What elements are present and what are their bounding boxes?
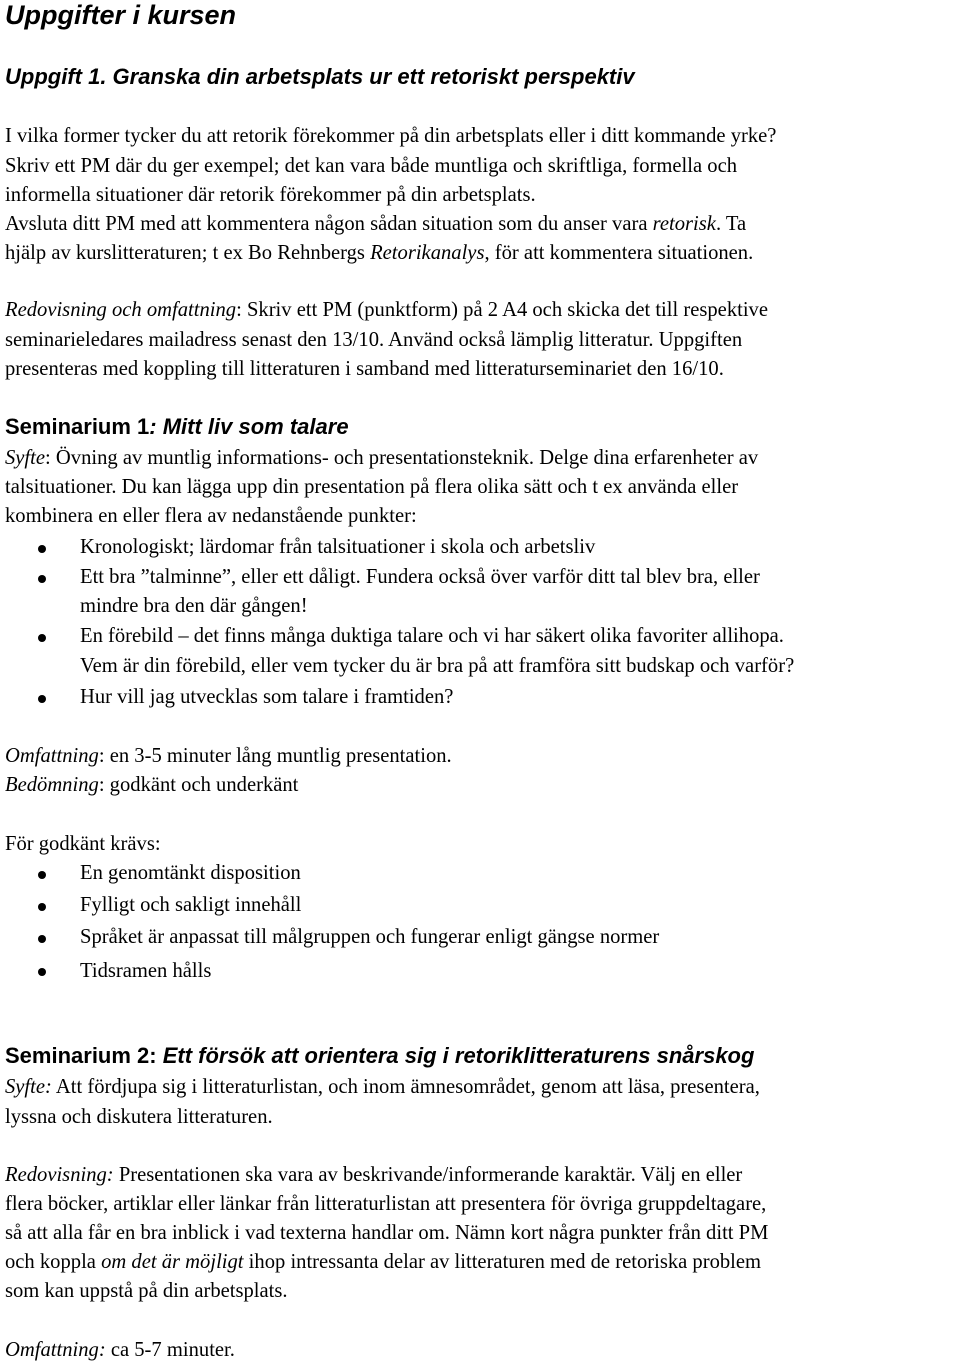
seminar2-report-line-4: och koppla om det är möjligt ihop intressanta delar av litteraturen med de retoriska problem [5,1251,762,1273]
bullet-icon [38,695,46,703]
seminar1-pass-item-3: Språket är anpassat till målgruppen och fungerar enligt gängse normer [80,926,660,948]
task1-report-line-3: presenteras med koppling till litteraturen i samband med litteraturseminariet den 16/10. [5,358,724,380]
page-title: Uppgifter i kursen [5,0,237,30]
seminar1-bullet-2: Ett bra ”talminne”, eller ett dåligt. Fundera också över varför ditt tal blev bra, eller [80,566,760,588]
bullet-icon [38,903,46,911]
bullet-icon [38,935,46,943]
seminar2-purpose-line-1: Syfte: Att fördjupa sig i litteraturlistan, och inom ämnesområdet, genom att läsa, presentera, [5,1076,760,1098]
seminar1-bullet-4: Hur vill jag utvecklas som talare i framtiden? [80,686,454,708]
seminar2-report-line-2: flera böcker, artiklar eller länkar från litteraturlistan att presentera för övriga gruppdeltagare, [5,1193,767,1215]
bullet-icon [38,545,46,553]
seminar1-heading: Seminarium 1: Mitt liv som talare [5,414,349,439]
seminar1-scope: Omfattning: en 3-5 minuter lång muntlig presentation. [5,745,452,767]
task1-line-1: I vilka former tycker du att retorik förekommer på din arbetsplats eller i ditt kommande yrke? [5,125,777,147]
seminar2-heading: Seminarium 2: Ett försök att orientera sig i retoriklitteraturens snårskog [5,1043,755,1068]
seminar1-grading: Bedömning: godkänt och underkänt [5,774,299,796]
seminar1-bullet-3-cont: Vem är din förebild, eller vem tycker du är bra på att framföra sitt budskap och varför? [80,655,795,677]
task1-line-4: Avsluta ditt PM med att kommentera någon sådan situation som du anser vara retorisk. Ta [5,213,747,235]
seminar1-bullet-1: Kronologiskt; lärdomar från talsituationer i skola och arbetsliv [80,536,596,558]
task1-line-5: hjälp av kurslitteraturen; t ex Bo Rehnbergs Retorikanalys, för att kommentera situationen. [5,242,754,264]
seminar2-report-line-5: som kan uppstå på din arbetsplats. [5,1280,288,1302]
seminar2-purpose-line-2: lyssna och diskutera litteraturen. [5,1106,273,1128]
seminar2-report-line-3: så att alla får en bra inblick i vad texterna handlar om. Nämn kort några punkter från ditt PM [5,1222,769,1244]
seminar1-purpose-line-1: Syfte: Övning av muntlig informations- och presentationsteknik. Delge dina erfarenheter av [5,447,759,469]
seminar1-pass-heading: För godkänt krävs: [5,833,161,855]
task1-heading: Uppgift 1. Granska din arbetsplats ur ett retoriskt perspektiv [5,64,635,89]
seminar1-bullet-2-cont: mindre bra den där gången! [80,595,308,617]
seminar1-pass-item-4: Tidsramen hålls [80,960,212,982]
bullet-icon [38,871,46,879]
task1-report-line-1: Redovisning och omfattning: Skriv ett PM (punktform) på 2 A4 och skicka det till respektive [5,299,768,321]
seminar1-purpose-line-3: kombinera en eller flera av nedanstående punkter: [5,505,417,527]
bullet-icon [38,634,46,642]
seminar2-report-line-1: Redovisning: Presentationen ska vara av beskrivande/informerande karaktär. Välj en eller [5,1164,743,1186]
seminar1-bullet-3: En förebild – det finns många duktiga talare och vi har säkert olika favoriter allihopa. [80,625,784,647]
seminar1-pass-item-1: En genomtänkt disposition [80,862,301,884]
bullet-icon [38,575,46,583]
seminar1-purpose-line-2: talsituationer. Du kan lägga upp din presentation på flera olika sätt och t ex använda eller [5,476,739,498]
task1-line-2: Skriv ett PM där du ger exempel; det kan vara både muntliga och skriftliga, formella och [5,155,738,177]
task1-line-3: informella situationer där retorik förekommer på din arbetsplats. [5,184,536,206]
bullet-icon [38,968,46,976]
seminar2-scope: Omfattning: ca 5-7 minuter. [5,1339,235,1361]
seminar1-pass-item-2: Fylligt och sakligt innehåll [80,894,302,916]
task1-report-line-2: seminarieledares mailadress senast den 13/10. Använd också lämplig litteratur. Uppgiften [5,329,743,351]
